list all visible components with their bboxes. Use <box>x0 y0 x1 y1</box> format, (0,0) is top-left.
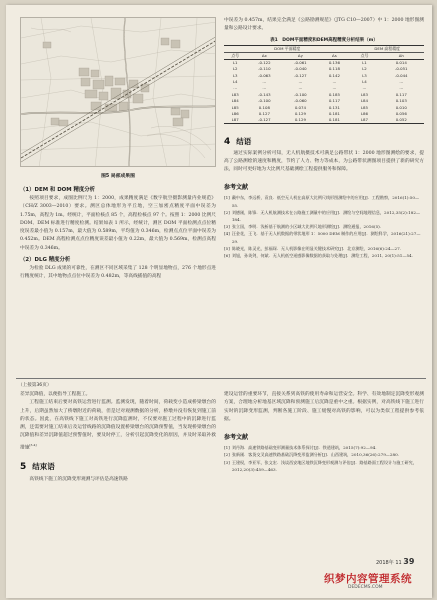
section-4-heading <box>224 136 424 147</box>
reference-index: [2] <box>224 452 230 458</box>
table-cell: L84 <box>231 98 239 104</box>
reference-text: 刘旭，孙英剑，何斌．无人机低空遥感影像数据的获取与处理[J]．测绘工程，2011, 20(1):51—54. <box>231 253 413 259</box>
table-cell: L85 <box>360 104 369 110</box>
table-cell: 0.074 <box>294 104 306 110</box>
table-group-dom: DOM 平面精度 <box>224 45 350 52</box>
table-cell: … <box>298 85 303 91</box>
reference-index: [5] <box>224 245 230 251</box>
reference-text: 张立国，李明．浅析基于航测的小区域大比例尺地形测绘[J]．测绘通报，2016(5). <box>231 224 382 230</box>
table-cell: L87 <box>224 117 246 123</box>
section-4-title: 结语 <box>236 136 252 146</box>
table-cell: 0.129 <box>294 110 306 116</box>
table-cell: 0.117 <box>395 91 407 97</box>
table-col-header: Δx <box>246 52 282 59</box>
watermark-url: DEDECMS.COM <box>348 585 383 590</box>
precision-conclusion-paragraph: 中误差为 0.457m，结果完全满足《公路勘测规范》（JTG C10—2007）中 1：2000 地形图测量和公路设计要求。 <box>224 18 424 32</box>
reference-index: [3] <box>224 224 230 230</box>
table-cell: … <box>362 85 367 91</box>
reference-text: 王建权，李亚军，张文宏．浅谈西安地区地铁沉降变形观测与评估[J]．路基路面工程设计与施工研究，2012,20(3):459—463. <box>231 459 417 472</box>
page-footer <box>376 557 414 566</box>
table-row <box>224 117 424 123</box>
reference-item <box>224 209 424 223</box>
reference-item <box>224 459 424 473</box>
table-cell: -0.060 <box>294 98 307 104</box>
table-cell: 0.108 <box>258 104 270 110</box>
left-top-column <box>20 185 216 282</box>
table-cell: … <box>399 85 404 91</box>
table-cell: L4 <box>232 78 238 84</box>
table-cell: … <box>262 85 267 91</box>
table-cell: 0.181 <box>328 110 340 116</box>
conclusion-paragraph: 通过实际案例分析可知，无人机航摄技术可满足公路带状 1：2000 地形图测绘的要求，提高了公路测绘的速度和精度，节约了人力、物力等成本，为公路带状测图项目提供了新的研究方法，同时可更好地为大比例尺基础测绘工程提供服务和保障。 <box>224 150 424 173</box>
table-cell: L84 <box>360 98 369 104</box>
table-cell: L83 <box>360 91 369 97</box>
table-cell: -0.100 <box>294 91 307 97</box>
dem-dom-precision-paragraph: 按照项目要求，成图比例尺为 1：2000，成果精度满足《数字航空摄影测量内业规范》（CH/Z 3003—2010）要求。测区总体地形为平丘地，空三加密点精度平面中误差为 1.75m，高程为 1m。经统计，平面检核点 85 个，高程检核点 97 个。按照 1：2000 比例尺 DOM、DEM 标准进行精度检测。结果如表 1 所示，经统计，测区 DOM 平面检测点点位精度误差最小值为 0.157m，最大值为 0.589m，平均值为 0.346m，检测点点位平面中误差为 0.452m。DEM 高程检测点点位精度误差最小值为 0.22m，最大值为 0.569m，检测点高程中误差为 0.346m。 <box>20 196 216 251</box>
figure-5-caption: 图5 局部成果图 <box>101 174 135 179</box>
reference-item <box>224 194 424 208</box>
references-heading-top: 参考文献 <box>224 184 249 192</box>
table-col-header: 点号 <box>224 52 246 59</box>
table-cell: L83 <box>231 91 239 97</box>
table-cell: … <box>262 78 267 84</box>
table-cell: 0.131 <box>328 104 340 110</box>
dlg-precision-heading: （2）DLG 精度分析 <box>20 257 71 264</box>
section-5-heading <box>20 461 216 472</box>
reference-index: [3] <box>224 459 230 465</box>
reference-item <box>224 252 424 259</box>
table-cell: L85 <box>231 104 239 110</box>
table-cell: … <box>233 85 238 91</box>
closing-paragraph: 高铁线下施工的沉降变形观测与评估是高速铁路 <box>29 476 128 482</box>
table-cell: -0.051 <box>394 66 408 72</box>
reference-index: [2] <box>224 209 230 215</box>
references-heading-bottom: 参考文献 <box>224 434 249 442</box>
left-bottom-column <box>20 391 216 484</box>
map-drawing <box>21 18 216 167</box>
reference-index: [4] <box>224 231 230 237</box>
table-cell: L86 <box>360 110 369 116</box>
reference-index: [1] <box>224 445 230 451</box>
reference-item <box>224 245 424 252</box>
table-cell: 0.118 <box>328 66 340 72</box>
section-divider <box>16 378 426 379</box>
table-cell: -0.040 <box>294 66 307 72</box>
page-number: 39 <box>403 557 415 566</box>
table-cell: -0.110 <box>258 66 271 72</box>
section-5-title: 结束语 <box>32 461 55 471</box>
table-cell: L86 <box>231 110 239 116</box>
table-cell: -0.100 <box>258 98 271 104</box>
table-cell: 0.014 <box>395 60 407 66</box>
precision-table <box>224 45 424 124</box>
table-col-header: Δs <box>318 52 350 59</box>
footer-date: 2018年 11 <box>376 560 402 566</box>
reference-text: 戴中东，李远桥，袁良．低空无人机在高原大比例尺线形图测绘中的应用[J]．工程勘察，2016(1):50—55. <box>231 195 420 208</box>
table-cell: -0.122 <box>258 60 271 66</box>
reference-item <box>224 451 424 458</box>
reference-item <box>224 444 424 451</box>
table-cell: L3 <box>362 72 367 78</box>
settlement-paragraph-2-text: 工程施工结束后要对高铁运营进行监测。监测发现，随着时间，荷载变小造成桥梁墩台的上升，后期虽然加大了桥墩附近的荷载，但是过对观测数据的分析，桥墩并没有恢复到施工前的状态。因此，在高铁线下施工对高铁进行沉降监测时，不仅要对施工过程中的沉降进行监测，还需要对施工结束后及运营线路的沉降值设置桥梁墩台的沉降预警值，当发现桥梁墩台的沉降值和差异沉降值超过预警值时，要及时停工，分析引起沉降变化的原因，并及时采取补救措施 <box>20 400 216 451</box>
table-col-header: 点号 <box>350 52 378 59</box>
settlement-paragraph-1: 差异沉降值，以便指导工程施工。 <box>20 392 91 397</box>
table-cell: 0.052 <box>379 117 424 123</box>
references-list-bottom <box>224 444 424 473</box>
reference-text: 张新刚．客货交叉高速铁路基础沉降变形监测分析[J]．山西建筑，2010,36(26):279—280. <box>231 452 400 458</box>
continued-from-tag: （上接第36页） <box>18 383 52 388</box>
journal-page <box>6 5 432 598</box>
right-top-column <box>224 17 424 259</box>
table-1-title: 表1 DOM平面精度和DEM高程精度分析结果（m） <box>270 37 378 43</box>
table-cell: L1 <box>232 60 238 66</box>
settlement-paragraph-2 <box>20 399 216 452</box>
citation-superscript: [3-4] <box>29 442 37 447</box>
table-cell: -0.044 <box>394 72 408 78</box>
table-cell: 0.185 <box>328 91 340 97</box>
section-5-number: 5 <box>20 461 27 472</box>
reference-item <box>224 230 424 244</box>
table-cell: 0.056 <box>395 110 407 116</box>
table-cell: 0.103 <box>395 98 407 104</box>
table-body <box>224 59 424 123</box>
table-cell: -0.127 <box>246 117 282 123</box>
table-cell: -0.143 <box>258 91 271 97</box>
right-bottom-column <box>224 391 424 473</box>
table-cell: L2 <box>362 66 367 72</box>
table-cell: 0.136 <box>328 60 340 66</box>
table-cell: -0.061 <box>294 60 307 66</box>
table-cell: 0.129 <box>282 117 318 123</box>
reference-item <box>224 223 424 230</box>
table-cell: L3 <box>232 72 238 78</box>
table-cell: 0.117 <box>328 98 340 104</box>
table-cell: … <box>298 78 303 84</box>
table-cell: 0.181 <box>318 117 350 123</box>
table-cell: -0.063 <box>258 72 271 78</box>
table-cell: -0.127 <box>294 72 307 78</box>
section-4-number: 4 <box>224 136 231 147</box>
table-cell: L4 <box>362 78 367 84</box>
dlg-precision-paragraph: 为检验 DLG 成果的可靠性，在测区不同区域采集了 128 个明显地物点，276 个地形点进行精度统计，其中地物点点位中误差为 0.482m，等高线插值的高程 <box>20 266 216 280</box>
table-cell: … <box>399 78 404 84</box>
reference-index: [6] <box>224 253 230 259</box>
table-cell: L2 <box>232 66 238 72</box>
reference-text: 刘丹海．高速铁路基础变形测量技术体系探讨[J]．铁道建筑，2015(7):92—94. <box>231 445 377 451</box>
reference-text: 汪金花，王飞．基于无人机数据的带状地形 1：5000 DEM 制作的应用[J]．测绘科学，2016(21):27—29. <box>231 231 421 244</box>
reference-index: [1] <box>224 195 230 201</box>
references-list-top <box>224 194 424 259</box>
table-col-header: Δh <box>379 52 424 59</box>
table-cell: L87 <box>350 117 378 123</box>
table-cell: 0.142 <box>328 72 340 78</box>
reference-text: 陈晓光，陈灵光，彭福琛．无人机影像在明显关键技术研究[J]．北京测绘，2016(6):24—27. <box>231 245 402 251</box>
figure-5-map-image <box>20 17 216 167</box>
table-col-header: Δy <box>282 52 318 59</box>
dem-dom-precision-heading: （1）DEM 和 DOM 精度分析 <box>20 187 96 193</box>
table-cell: L1 <box>362 60 367 66</box>
reference-text: 刘德刚，陈锋．无人机航测技术在公路施工测量中的应用[J]．测绘与空间地理信息，2012,35(2):182—184. <box>231 209 421 222</box>
table-cell: … <box>332 85 337 91</box>
closing-paragraph-continued: 建设运营的重要环节，直接关系到高铁的使用寿命和运营安全。科学、有效地制定沉降变形观测方案，合理地分析地基区域沉降和预测施工后沉降是重中之重。根据实例，对高铁线下施工进行实时的沉降变形监测，判断各施工阶段、施工缓慢对高铁的影响，可以为类似工程提供参考依据。 <box>224 392 424 422</box>
table-cell: 0.010 <box>395 104 407 110</box>
table-cell: 0.127 <box>258 110 270 116</box>
watermark-logo-text: 织梦内容管理系统 <box>324 573 412 585</box>
table-group-dem: DEM 高程精度 <box>350 45 424 52</box>
table-cell: … <box>332 78 337 84</box>
